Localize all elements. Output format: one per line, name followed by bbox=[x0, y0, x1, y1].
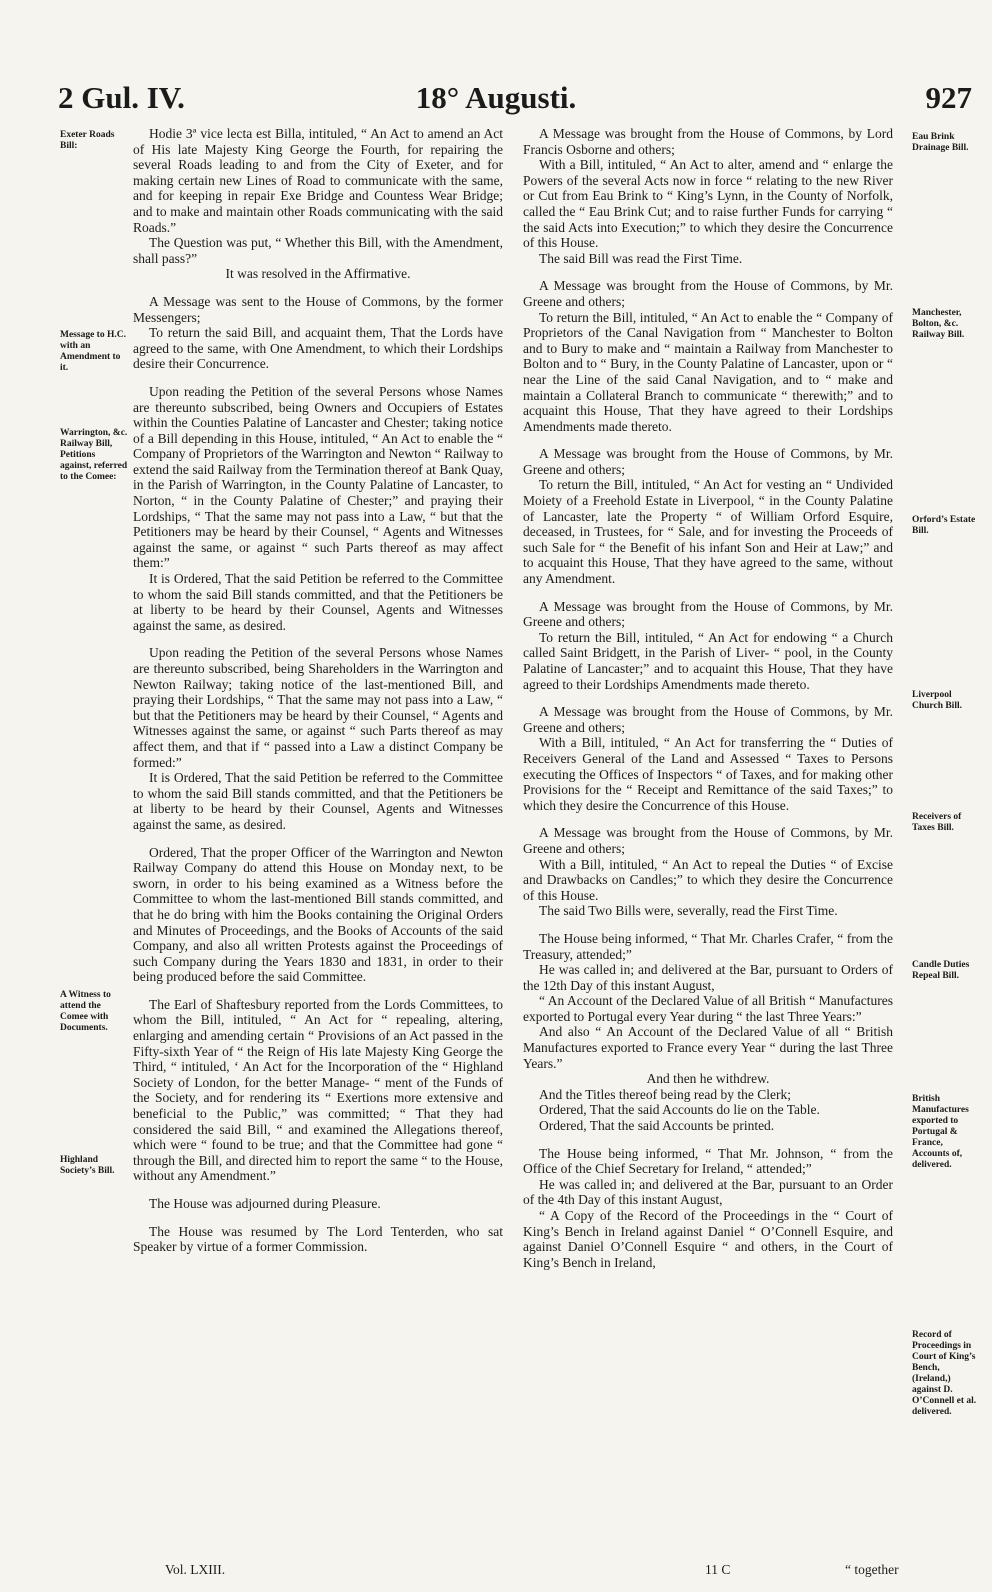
paragraph: Ordered, That the said Accounts be printed. bbox=[539, 1118, 775, 1134]
margin-note: Message to H.C. with an Amendment to it. bbox=[60, 330, 126, 373]
running-header bbox=[0, 80, 992, 120]
margin-note: Record of Proceedings in Court of King’s Bench, (Ireland,) against D. O’Connell et al. delivered. bbox=[912, 1330, 977, 1417]
paragraph: The House was resumed by The Lord Tenterden, who sat Speaker by virtue of a former Commission. bbox=[133, 1223, 503, 1255]
right-column bbox=[523, 126, 893, 1270]
paragraph: He was called in; and delivered at the Bar, pursuant to Orders of the 12th Day of this instant August, bbox=[523, 962, 893, 993]
paragraph: A Message was sent to the House of Commons, by the former Messengers; bbox=[133, 293, 503, 325]
paragraph: The Earl of Shaftesbury reported from the Lords Committees, to whom the Bill, intituled, “ An Act for “ repealing, altering, enlarging and amending certain “ Provisions of an Act passed in the Fifty-sixth Year of “ the Reign of His late Majesty King George the Third, “ intituled, ‘ An Act for the Incorporation of the “ Highland Society of London, for the better Manage- “ ment of the Funds of the Society, and for rendering its “ Exertions more extensive and beneficial to the Public,” was committed; “ That they had considered the said Bill, “ and examined the Allegations thereof, which were “ found to be true; and that the Committee had gone “ through the Bill, and directed him to report the same “ to the House, without any Amendment.” bbox=[133, 996, 503, 1184]
margin-note: Highland Society’s Bill. bbox=[60, 1155, 115, 1176]
paragraph: With a Bill, intituled, “ An Act to repeal the Duties “ of Excise and Drawbacks on Candles;” to which they desire the Concurrence of this House. bbox=[523, 856, 893, 903]
paragraph: With a Bill, intituled, “ An Act for transferring the “ Duties of Receivers General of the Land and Assessed “ Taxes to Persons executing the Offices of Inspectors “ of Taxes, and for making other Provisions for the “ Receipt and Remittance of the said Taxes;” to which they desire the Concurrence of this House. bbox=[523, 735, 893, 813]
paragraph: A Message was brought from the House of Commons, by Mr. Greene and others; bbox=[523, 598, 893, 630]
paragraph: It was resolved in the Affirmative. bbox=[225, 266, 411, 282]
margin-note: Candle Duties Repeal Bill. bbox=[912, 960, 970, 981]
paragraph: The said Bill was read the First Time. bbox=[539, 250, 743, 266]
paragraph: And also “ An Account of the Declared Value of all “ British Manufactures exported to France every Year “ during the last Three Years.” bbox=[523, 1024, 893, 1071]
paragraph: A Message was brought from the House of Commons, by Mr. Greene and others; bbox=[523, 278, 893, 309]
page-number: 927 bbox=[925, 80, 972, 115]
paragraph: Upon reading the Petition of the several Persons whose Names are thereunto subscribed, being Owners and Occupiers of Estates within the Counties Palatine of Lancaster and Chester; taking notice of a Bill depending in this House, intituled, “ An Act to enable the “ Company of Proprietors of the Warrington and Newton “ Railway to extend the said Railway from the Termination thereof at Bank Quay, in the Parish of Warrington, in the County Palatine of Lancaster, to Norton, “ in the County Palatine of Chester;” and praying their Lordships, “ That the same may not pass into a Law, “ but that the Petitioners may be heard by their Counsel, “ Agents and Witnesses against the same, or against “ such Parts thereof as may affect them:” bbox=[133, 383, 503, 571]
paragraph: With a Bill, intituled, “ An Act to alter, amend and “ enlarge the Powers of the several Acts now in force “ relating to the new River or Cut from Eau Brink to “ King’s Lynn, in the County of Norfolk, called the “ Eau Brink Cut; and to raise further Funds for carrying “ the said Acts into Execution;” to which they desire the Concurrence of this House. bbox=[523, 157, 893, 251]
left-column bbox=[133, 126, 503, 1255]
paragraph: And then he withdrew. bbox=[646, 1071, 770, 1087]
paragraph: It is Ordered, That the said Petition be referred to the Committee to whom the said Bill stands committed, and that the Petitioners be at liberty to be heard by their Counsel, Agents and Witnesses against the same, as desired. bbox=[133, 571, 503, 633]
margin-note: Warrington, &c. Railway Bill, Petitions against, referred to the Comee: bbox=[60, 428, 128, 482]
margin-note: Eau Brink Drainage Bill. bbox=[912, 132, 969, 153]
margin-note: Orford’s Estate Bill. bbox=[912, 515, 976, 536]
paragraph: Hodie 3ª vice lecta est Billa, intituled, “ An Act to amend an Act of His late Majesty King George the Fourth, for repairing the several Roads leading to and from the City of Exeter, and for making certain new Lines of Road to communicate with the same, and for keeping in repair Exe Bridge and Countess Wear Bridge; and to make and maintain other Roads communicating with the said Roads.” bbox=[133, 126, 503, 235]
paragraph: “ A Copy of the Record of the Proceedings in the “ Court of King’s Bench in Ireland against Daniel “ O’Connell Esquire, and against Daniel O’Connell Esquire “ and others, in the Court of King’s Bench in Ireland, bbox=[523, 1208, 893, 1270]
signature-mark: 11 C bbox=[705, 1562, 731, 1577]
page-date: 18° Augusti. bbox=[415, 80, 577, 115]
paragraph: Upon reading the Petition of the several Persons whose Names are thereunto subscribed, being Shareholders in the Warrington and Newton Railway; taking notice of the last-mentioned Bill, and praying their Lordships, “ That the same may not pass into a Law, “ but that the Petitioners may be heard by their Counsel, “ Agents and Witnesses against the same, or against “ such Parts thereof as may affect them, and that if “ passed into a Law a distinct Company be formed:” bbox=[133, 645, 503, 770]
margin-note: A Witness to attend the Comee with Documents. bbox=[60, 990, 111, 1033]
paragraph: The House being informed, “ That Mr. Johnson, “ from the Office of the Chief Secretary for Ireland, “ attended;” bbox=[523, 1145, 893, 1177]
margin-note: Exeter Roads Bill: bbox=[60, 130, 115, 151]
paragraph: A Message was brought from the House of Commons, by Mr. Greene and others; bbox=[523, 825, 893, 856]
catchword: “ together bbox=[845, 1562, 899, 1577]
paragraph: To return the said Bill, and acquaint them, That the Lords have agreed to the same, with One Amendment, to which their Lordships desire their Concurrence. bbox=[133, 325, 503, 372]
paragraph: To return the Bill, intituled, “ An Act for vesting an “ Undivided Moiety of a Freehold Estate in Liverpool, “ in the County Palatine of Lancaster, late the Property “ of William Orford Esquire, deceased, in Trustees, for “ Sale, and for investing the Proceeds of such Sale for “ the Benefit of his infant Son and Heir at Law;” and to acquaint this House, That they have agreed to the same, without any Amendment. bbox=[523, 477, 893, 587]
paragraph: A Message was brought from the House of Commons, by Mr. Greene and others; bbox=[523, 704, 893, 735]
margin-note: British Manufactures exported to Portugal & France, Accounts of, delivered. bbox=[912, 1094, 969, 1170]
paragraph: It is Ordered, That the said Petition be referred to the Committee to whom the said Bill stands committed, and that the Petitioners be at liberty to be heard by their Counsel, Agents and Witnesses against the same, as desired. bbox=[133, 770, 503, 832]
margin-note: Manchester, Bolton, &c. Railway Bill. bbox=[912, 308, 965, 340]
paragraph: To return the Bill, intituled, “ An Act for endowing “ a Church called Saint Bridgett, in the Parish of Liver- “ pool, in the County Palatine of Lancaster;” and to acquaint this House, That they have agreed to their Lordships Amendments made thereto. bbox=[523, 629, 893, 692]
paragraph: The House being informed, “ That Mr. Charles Crafer, “ from the Treasury, attended;” bbox=[523, 930, 893, 962]
paragraph: He was called in; and delivered at the Bar, pursuant to an Order of the 4th Day of this instant August, bbox=[523, 1176, 893, 1208]
paragraph: The House was adjourned during Pleasure. bbox=[149, 1196, 381, 1211]
margin-note: Receivers of Taxes Bill. bbox=[912, 812, 962, 833]
margin-note: Liverpool Church Bill. bbox=[912, 690, 962, 711]
paragraph: The Question was put, “ Whether this Bill, with the Amendment, shall pass?” bbox=[133, 235, 503, 266]
paragraph: The said Two Bills were, severally, read the First Time. bbox=[539, 903, 838, 919]
volume-footer: Vol. LXIII. bbox=[165, 1562, 226, 1577]
paragraph: A Message was brought from the House of Commons, by Lord Francis Osborne and others; bbox=[523, 126, 893, 157]
regnal-year: 2 Gul. IV. bbox=[58, 80, 185, 115]
paragraph: And the Titles thereof being read by the Clerk; bbox=[539, 1086, 791, 1102]
paragraph: Ordered, That the said Accounts do lie on the Table. bbox=[539, 1102, 820, 1118]
paragraph: To return the Bill, intituled, “ An Act to enable the “ Company of Proprietors of the Canal Navigation from “ Manchester to Bolton and to Bury to make and “ maintain a Railway from Manchester to Bolton and to “ Bury, in the County Palatine of Lancaster, upon or “ near the Line of the said Canal Navigation, and to “ make and maintain a Collateral Branch to communicate “ therewith;” and to acquaint this House, That they have agreed to their Lordships Amendments made thereto. bbox=[523, 309, 893, 434]
paragraph: A Message was brought from the House of Commons, by Mr. Greene and others; bbox=[523, 446, 893, 477]
paragraph: “ An Account of the Declared Value of all British “ Manufactures exported to Portugal every Year during “ the last Three Years:” bbox=[523, 993, 893, 1024]
paragraph: Ordered, That the proper Officer of the Warrington and Newton Railway Company do attend this House on Monday next, to be sworn, in order to his being examined as a Witness before the Committee to whom the last-mentioned Bill stands committed, and that he do bring with him the Books containing the Original Orders and Minutes of Proceedings, and the Books of Accounts of the said Company, and also all written Protests against the Proceedings of such Company during the Years 1830 and 1831, in order to their being produced before the said Committee. bbox=[133, 844, 503, 985]
